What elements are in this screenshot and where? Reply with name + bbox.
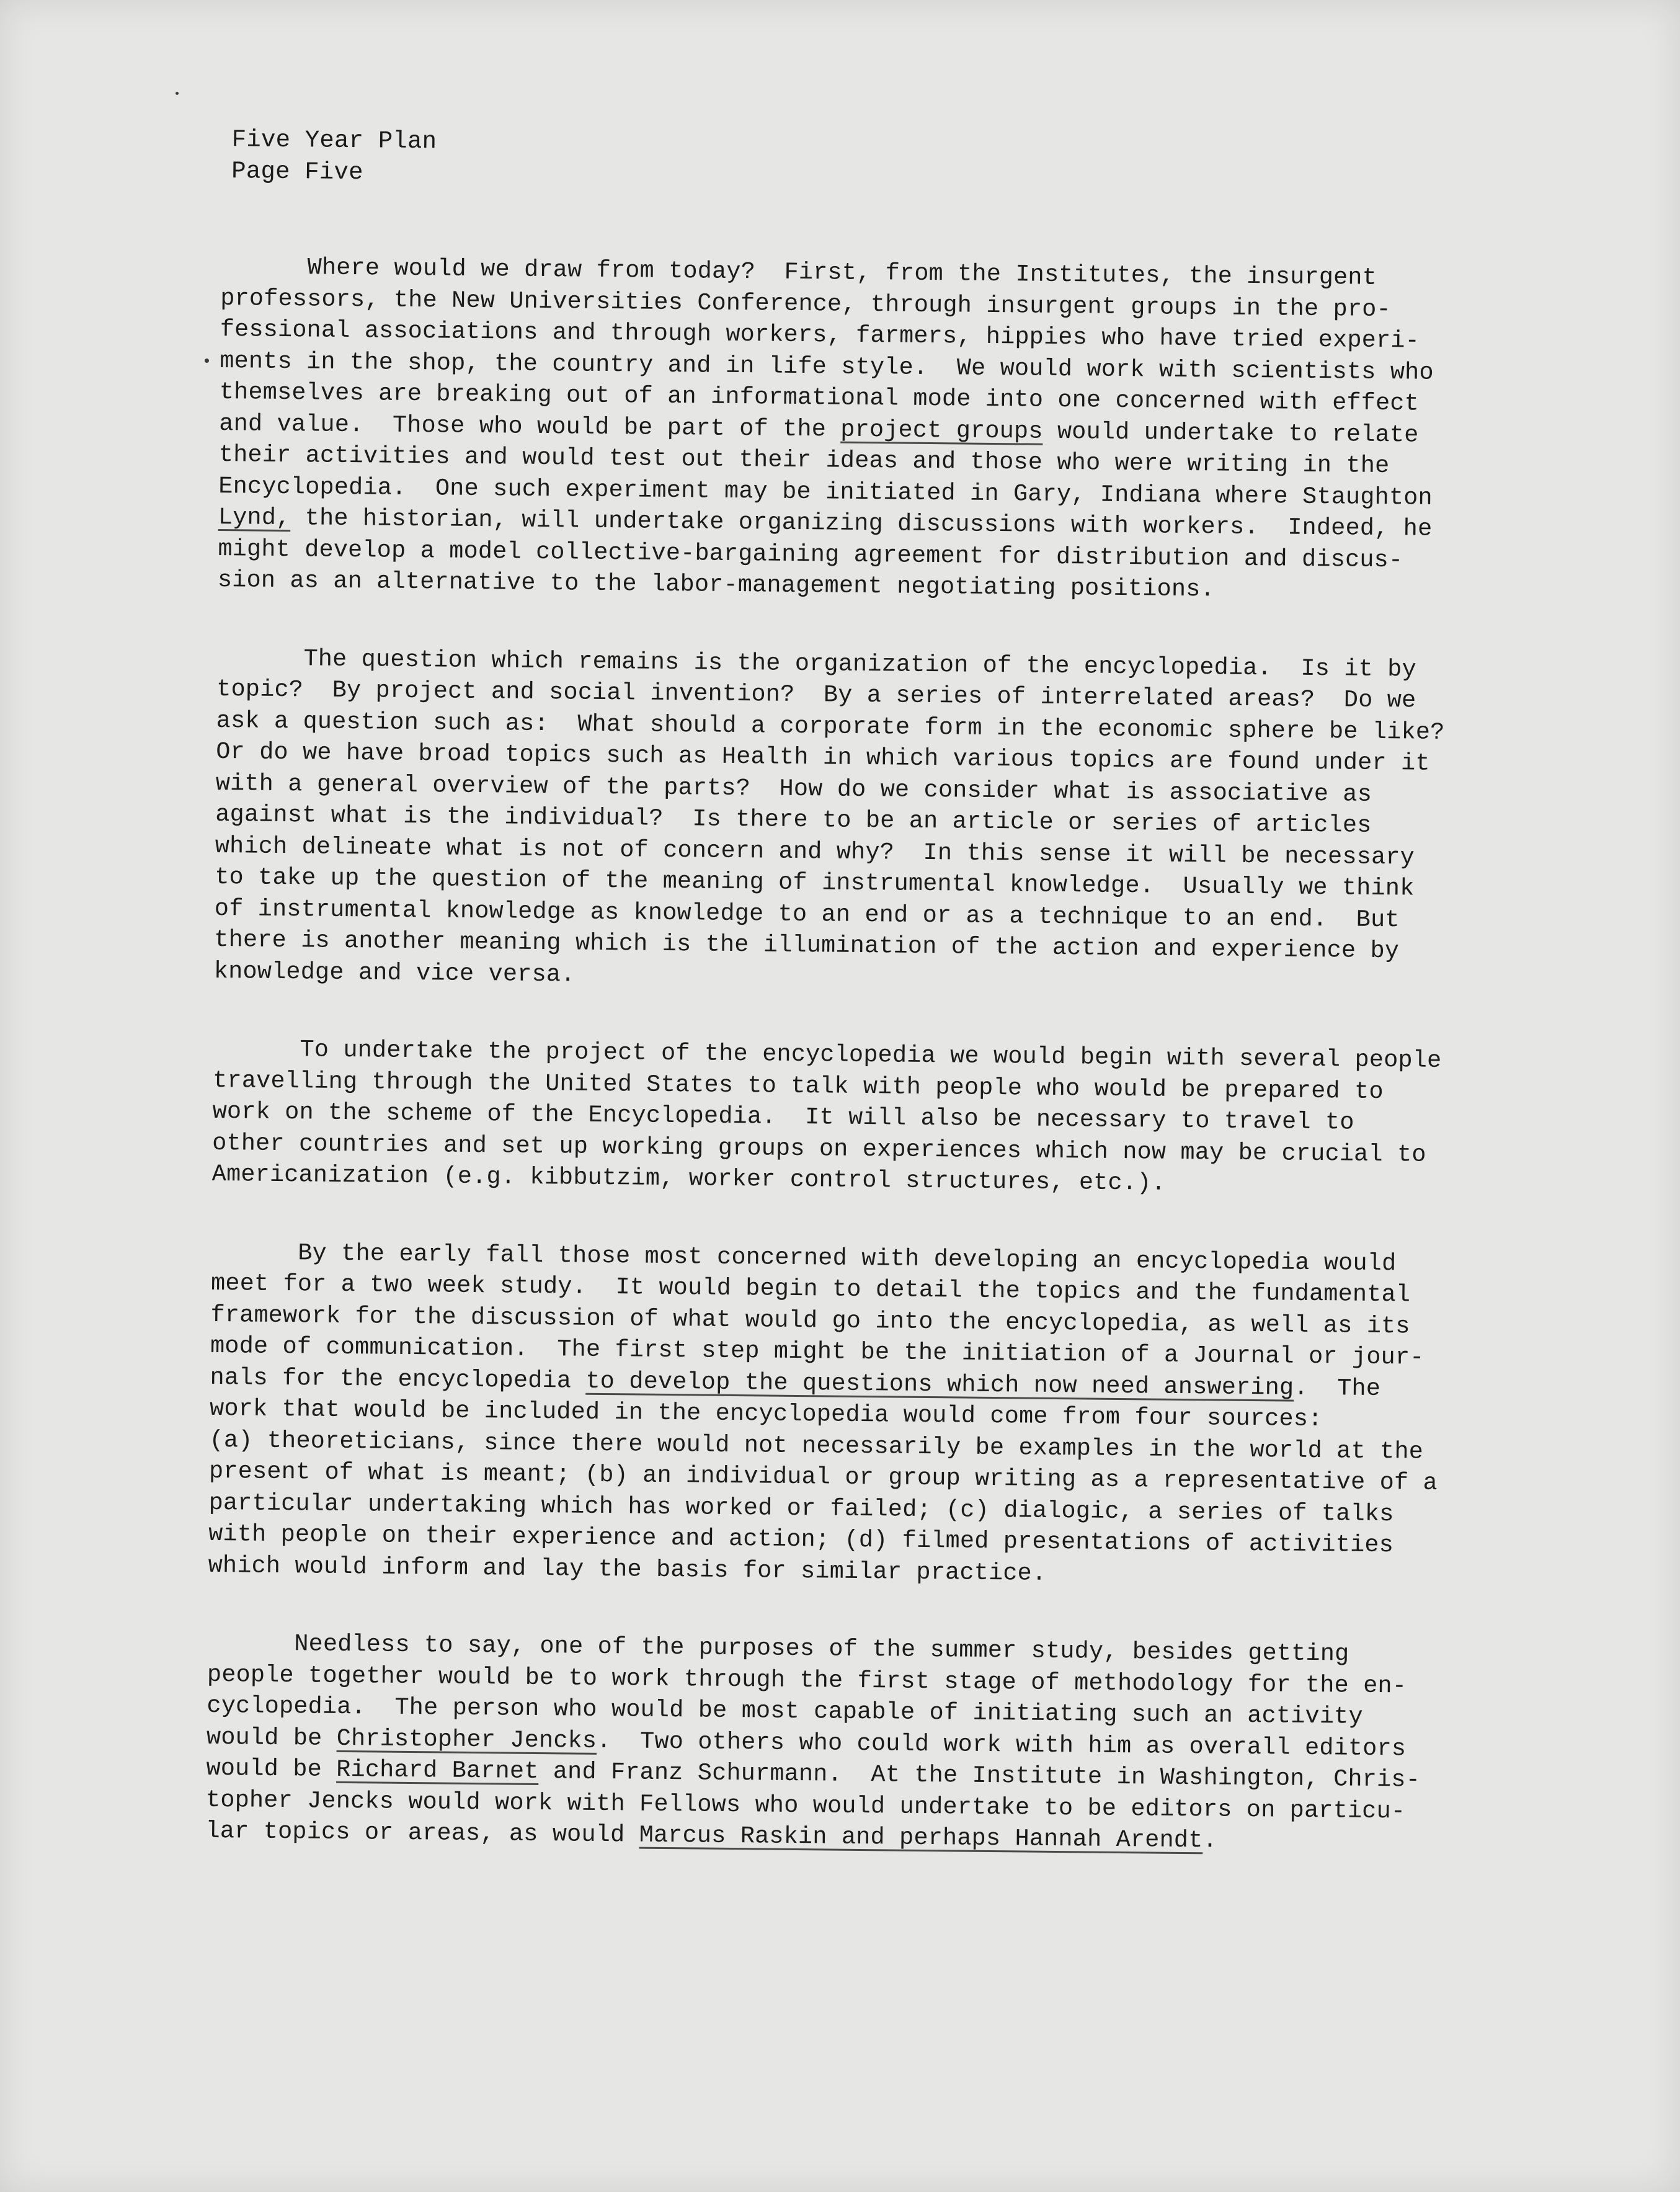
text-segment: sion as an alternative to the labor-management negotiating positions. <box>217 566 1216 604</box>
text-segment: The question which remains is the organization of the encyclopedia. Is it by <box>216 644 1417 684</box>
text-segment: . <box>1202 1827 1218 1855</box>
text-segment: By the early fall those most concerned with developing an encyclopedia would <box>211 1238 1397 1277</box>
text-segment: topher Jencks would work with Fellows who would undertake to be editors on particu- <box>205 1786 1406 1825</box>
underlined-text: Christopher Jencks <box>336 1724 597 1755</box>
text-segment: ments in the shop, the country and in life style. We would work with scientists who <box>220 347 1434 386</box>
text-segment: which delineate what is not of concern and why? In this sense it will be necessary <box>215 832 1415 871</box>
text-segment: and value. Those who would be part of the <box>219 409 841 443</box>
text-segment: work that would be included in the encyclopedia would come from four sources: <box>209 1394 1323 1433</box>
underlined-text: project groups <box>840 416 1043 445</box>
text-segment: people together would be to work through the first stage of methodology for the en- <box>207 1660 1407 1700</box>
text-segment: with a general overview of the parts? How do we consider what is associative as <box>215 769 1372 808</box>
text-segment: Americanization (e.g. kibbutzim, worker control structures, etc.). <box>211 1160 1166 1197</box>
text-segment: themselves are breaking out of an informational mode into one concerned with effect <box>219 378 1420 417</box>
text-segment: . Two others who could work with him as overall editors <box>597 1727 1407 1762</box>
text-segment: mode of communication. The first step might be the initiation of a Journal or jour- <box>210 1332 1424 1371</box>
paper-speck <box>205 359 209 363</box>
text-segment: Or do we have broad topics such as Health in which various topics are found under it <box>216 737 1430 777</box>
paragraph <box>212 1033 1571 1203</box>
text-segment: with people on their experience and action; (d) filmed presentations of activities <box>208 1520 1394 1559</box>
text-segment: other countries and set up working groups on experiences which now may be crucial to <box>212 1129 1426 1169</box>
underlined-text: to develop the questions which now need answering <box>585 1367 1294 1402</box>
text-segment: work on the scheme of the Encyclopedia. It will also be necessary to travel to <box>212 1097 1354 1136</box>
text-segment: fessional associations and through workers, farmers, hippies who have tried experi- <box>220 315 1420 355</box>
paragraph <box>205 1628 1565 1860</box>
text-segment: professors, the New Universities Conference, through insurgent groups in the pro- <box>220 284 1392 323</box>
text-segment: present of what is meant; (b) an individual or group writing as a representative of a <box>208 1457 1438 1497</box>
text-segment: there is another meaning which is the illumination of the action and experience by <box>214 925 1400 965</box>
text-segment: ask a question such as: What should a corporate form in the economic sphere be like? <box>216 706 1445 746</box>
text-segment: topic? By project and social invention? By a series of interrelated areas? Do we <box>216 675 1416 715</box>
text-segment: meet for a two week study. It would begin to detail the topics and the fundamental <box>210 1269 1411 1309</box>
text-segment: to take up the question of the meaning of instrumental knowledge. Usually we think <box>215 863 1415 902</box>
text-segment: framework for the discussion of what would go into the encyclopedia, as well as its <box>210 1301 1410 1340</box>
text-segment: their activities and would test out their ideas and those who were writing in the <box>218 440 1390 480</box>
text-segment: lar topics or areas, as would <box>205 1817 639 1849</box>
typed-text-body <box>205 124 1580 1906</box>
underlined-text: Lynd, <box>218 503 291 532</box>
text-segment: would undertake to relate <box>1042 417 1419 449</box>
text-segment: . The <box>1294 1374 1381 1402</box>
underlined-text: Marcus Raskin and perhaps Hannah Arendt <box>639 1821 1203 1855</box>
text-segment: against what is the individual? Is there to be an article or series of articles <box>215 800 1372 839</box>
paragraph <box>218 251 1579 608</box>
text-segment: would be <box>206 1754 337 1783</box>
text-segment: and Franz Schurmann. At the Institute in Washington, Chris- <box>538 1758 1421 1794</box>
text-segment: which would inform and lay the basis for similar practice. <box>208 1551 1047 1587</box>
underlined-text: Richard Barnet <box>336 1755 539 1786</box>
text-segment: To undertake the project of the encyclopedia we would begin with several people <box>213 1035 1442 1074</box>
text-segment: particular undertaking which has worked or failed; (c) dialogic, a series of talks <box>208 1489 1394 1528</box>
paper-speck <box>176 92 179 95</box>
text-segment: travelling through the United States to talk with people who would be prepared to <box>212 1066 1384 1105</box>
text-segment: knowledge and vice versa. <box>213 957 576 989</box>
header-page-number: Page Five <box>231 157 363 186</box>
text-segment: Encyclopedia. One such experiment may be initiated in Gary, Indiana where Staughton <box>218 472 1433 512</box>
text-segment: Needless to say, one of the purposes of the summer study, besides getting <box>207 1629 1349 1668</box>
page-header <box>231 124 1580 200</box>
text-segment: would be <box>206 1723 337 1752</box>
text-segment: cyclopedia. The person who would be most capable of initiating such an activity <box>207 1691 1363 1731</box>
header-title: Five Year Plan <box>231 126 437 156</box>
text-segment: might develop a model collective-bargaining agreement for distribution and discus- <box>218 535 1403 574</box>
text-segment: the historian, will undertake organizing discussions with workers. Indeed, he <box>290 504 1433 543</box>
paragraph <box>214 642 1575 999</box>
text-segment: of instrumental knowledge as knowledge to an end or as a technique to an end. But <box>214 894 1400 933</box>
text-segment: (a) theoreticians, since there would not necessarily be examples in the world at the <box>209 1426 1424 1466</box>
paragraph <box>208 1236 1569 1593</box>
text-segment: nals for the encyclopedia <box>210 1363 586 1395</box>
text-segment: Where would we draw from today? First, from the Institutes, the insurgent <box>220 252 1377 292</box>
